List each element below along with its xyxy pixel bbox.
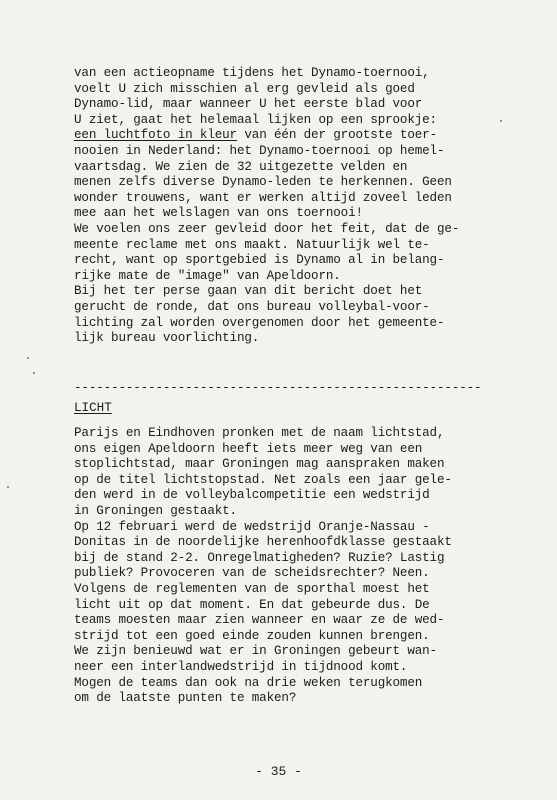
text-line: voelt U zich misschien al erg gevleid als goed — [74, 81, 415, 96]
text-line: lijk bureau voorlichting. — [74, 331, 260, 346]
text-line: Bij het ter perse gaan van dit bericht doet het — [74, 284, 423, 299]
text-line: nooien in Nederland: het Dynamo-toernooi op hemel- — [74, 143, 445, 158]
text-line: recht, want op sportgebied is Dynamo al in belang- — [74, 253, 445, 268]
text-line: publiek? Provoceren van de scheidsrechter? Neen. — [74, 566, 430, 581]
text-line: in Groningen gestaakt. — [74, 503, 237, 518]
article-paragraph-dynamo — [74, 66, 514, 347]
text-line: meente reclame met ons maakt. Natuurlijk wel te- — [74, 237, 430, 252]
paper-speck — [27, 357, 29, 359]
text-line: stoplichtstad, maar Groningen mag aanspraken maken — [74, 457, 445, 472]
page-number: - 35 - — [255, 764, 302, 779]
paper-speck — [500, 120, 502, 122]
text-line: van een actieopname tijdens het Dynamo-toernooi, — [74, 66, 430, 80]
text-line: Op 12 februari werd de wedstrijd Oranje-Nassau - — [74, 519, 430, 534]
text-line: rijke mate de "image" van Apeldoorn. — [74, 268, 341, 283]
section-heading-licht: LICHT — [74, 401, 112, 415]
text-line: neer een interlandwedstrijd in tijdnood komt. — [74, 659, 408, 674]
text-line: Donitas in de noordelijke herenhoofdklasse gestaakt — [74, 535, 452, 550]
text-line: Volgens de reglementen van de sporthal moest het — [74, 581, 430, 596]
section-separator: ------------------------------------------------------- — [74, 381, 482, 395]
text-line: Dynamo-lid, maar wanneer U het eerste blad voor — [74, 97, 423, 112]
text-line: vaartsdag. We zien de 32 uitgezette velden en — [74, 159, 408, 174]
text-line: strijd tot een goed einde zouden kunnen brengen. — [74, 628, 430, 643]
text-line: We voelen ons zeer gevleid door het feit, dat de ge- — [74, 221, 460, 236]
text-line: den werd in de volleybalcompetitie een wedstrijd — [74, 488, 430, 503]
text-line: Mogen de teams dan ook na drie weken terugkomen — [74, 675, 423, 690]
paper-speck — [7, 486, 9, 488]
article-paragraph-licht — [74, 426, 514, 707]
text-line: lichting zal worden overgenomen door het gemeente- — [74, 315, 445, 330]
text-line: licht uit op dat moment. En dat gebeurde dus. De — [74, 597, 430, 612]
text-line: teams moesten maar zien wanneer en waar ze de wed- — [74, 613, 445, 628]
text-line: We zijn benieuwd wat er in Groningen gebeurt wan- — [74, 644, 437, 659]
text-line: ons eigen Apeldoorn heeft iets meer weg van een — [74, 441, 423, 456]
text-line: gerucht de ronde, dat ons bureau volleybal-voor- — [74, 299, 430, 314]
text-line: U ziet, gaat het helemaal lijken op een sprookje: — [74, 112, 437, 127]
text-line: op de titel lichtstopstad. Net zoals een jaar gele- — [74, 472, 452, 487]
text-line: wonder trouwens, want er werken altijd zoveel leden — [74, 190, 452, 205]
paper-speck — [33, 372, 35, 374]
text-line: om de laatste punten te maken? — [74, 691, 297, 706]
text-line: menen zelfs diverse Dynamo-leden te herkennen. Geen — [74, 175, 452, 190]
text-line: Parijs en Eindhoven pronken met de naam lichtstad, — [74, 426, 445, 440]
text-line — [74, 128, 514, 144]
underlined-phrase: een luchtfoto in kleur — [74, 128, 237, 143]
text-line: bij de stand 2-2. Onregelmatigheden? Ruzie? Lastig — [74, 550, 445, 565]
text-fragment: van één der grootste toer- — [236, 128, 437, 143]
text-line: mee aan het welslagen van ons toernooi! — [74, 206, 363, 221]
